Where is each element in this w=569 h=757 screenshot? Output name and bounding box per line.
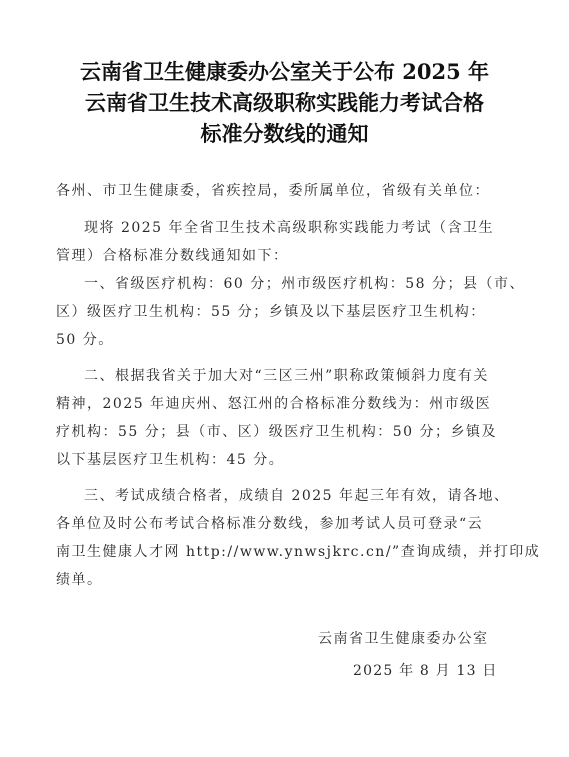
item-3-line-1: 三、考试成绩合格者，成绩自 2025 年起三年有效，请各地、	[84, 488, 510, 504]
item-1-line-2: 区）级医疗卫生机构：55 分；乡镇及以下基层医疗卫生机构：	[56, 304, 486, 320]
salutation: 各州、市卫生健康委，省疾控局，委所属单位，省级有关单位：	[56, 183, 490, 199]
intro-line-1: 现将 2025 年全省卫生技术高级职称实践能力考试（含卫生	[84, 220, 495, 236]
item-1-line-3: 50 分。	[56, 332, 114, 348]
item-2-line-4: 以下基层医疗卫生机构：45 分。	[56, 452, 285, 468]
signature-date: 2025 年 8 月 13 日	[353, 663, 498, 679]
item-2-line-1: 二、根据我省关于加大对“三区三州”职称政策倾斜力度有关	[84, 368, 489, 384]
item-3-line-3: 南卫生健康人才网 http://www.ynwsjkrc.cn/”查询成绩，并打印成	[56, 544, 541, 560]
item-2-line-2: 精神，2025 年迪庆州、怒江州的合格标准分数线为：州市级医	[56, 396, 492, 412]
document-title-line-3: 标准分数线的通知	[200, 121, 369, 146]
document-title-line-2: 云南省卫生技术高级职称实践能力考试合格	[85, 90, 484, 115]
intro-line-2: 管理）合格标准分数线通知如下：	[56, 248, 289, 264]
item-1-line-1: 一、省级医疗机构：60 分；州市级医疗机构：58 分；县（市、	[84, 276, 526, 292]
signature-organization: 云南省卫生健康委办公室	[318, 631, 489, 647]
item-3-line-4: 绩单。	[56, 572, 103, 588]
document-title-line-1: 云南省卫生健康委办公室关于公布 2025 年	[79, 59, 490, 84]
item-2-line-3: 疗机构：55 分；县（市、区）级医疗卫生机构：50 分；乡镇及	[56, 424, 498, 440]
item-3-line-2: 各单位及时公布考试合格标准分数线，参加考试人员可登录“云	[56, 516, 484, 532]
